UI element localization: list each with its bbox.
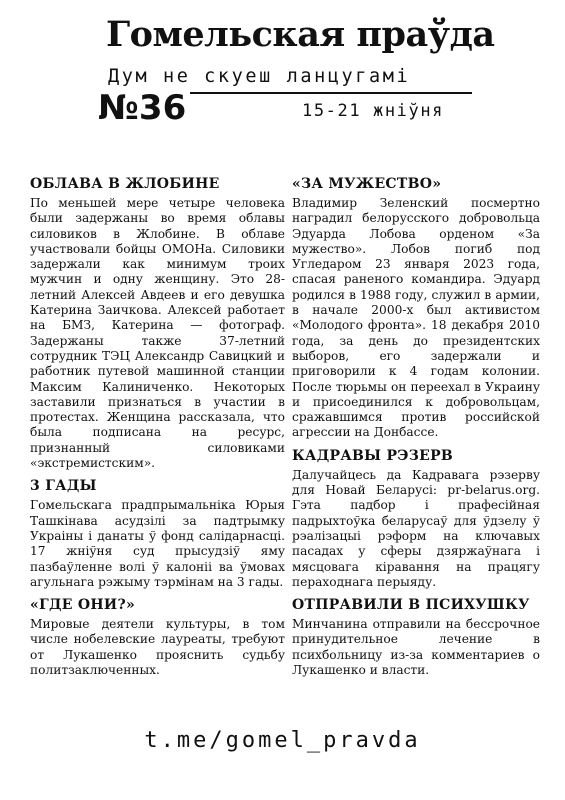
article-for-courage bbox=[292, 175, 540, 441]
article-body: Гомельскага прадпрымальніка Юрыя Ташкінава асудзілі за падтрымку Украіны і данаты ў фонд салідарнасці. 17 жніўня суд прысудзіў яму пазбаўленне волі ў калоніі ва ўмовах агульнага рэжыму тэрмінам на 3 гады. bbox=[30, 498, 285, 589]
article-headline: ОБЛАВА В ЖЛОБИНЕ bbox=[30, 176, 220, 192]
article-headline: «ЗА МУЖЕСТВО» bbox=[292, 176, 442, 192]
issue-dates: 15-21 жніўня bbox=[302, 101, 445, 121]
telegram-link[interactable]: t.me/gomel_pravda bbox=[144, 728, 421, 753]
newspaper-slogan: Дум не скуеш ланцугамі bbox=[108, 66, 411, 87]
article-body: По меньшей мере четыре человека были задержаны во время облавы силовиков в Жлобине. В облаве участвовали бойцы ОМОНа. Силовики задержали как минимум троих мужчин и одну женщину. Это 28-летний Алексей Авдеев и его девушка Катерина Заичкова. Алексей работает на БМЗ, Катерина — фотограф. Задержаны также 37-летний сотрудник ТЭЦ Александр Савицкий и работник путевой машинной станции Максим Калиниченко. Некоторых заставили признаться в участии в протестах. Женщина рассказала, что была подписана на ресурс, признанный силовиками «экстремистским». bbox=[30, 196, 285, 471]
article-body: Мировые деятели культуры, в том числе нобелевские лауреаты, требуют от Лукашенко прояснить судьбу политзаключенных. bbox=[30, 617, 285, 678]
article-headline: «ГДЕ ОНИ?» bbox=[30, 597, 136, 614]
article-psychiatric-hospital bbox=[292, 596, 540, 678]
article-personnel-reserve bbox=[292, 447, 540, 590]
article-where-are-they bbox=[30, 596, 285, 678]
article-zhlobin-raid bbox=[30, 175, 285, 471]
article-headline: КАДРАВЫ РЭЗЕРВ bbox=[292, 447, 454, 464]
article-body: Далучайцесь да Кадравага рэзерву для Новай Беларусі: pr-belarus.org. Гэта падбор і прафесійная падрыхтоўка беларусаў для ўдзелу ў рэалізацыі рэформ на ключавых пасадах у сферы дзяржаўнага і мясцовага кіравання на працягу пераходнага перыяду. bbox=[292, 467, 540, 589]
article-headline: 3 ГАДЫ bbox=[30, 478, 97, 495]
article-body: Владимир Зеленский посмертно наградил белорусского добровольца Эдуарда Лобова орденом «За мужество». Лобов погиб под Угледаром 23 января 2023 года, спасая раненого командира. Эдуард родился в 1988 году, служил в армии, в начале 2000-х был активистом «Молодого фронта». 18 декабря 2010 года, за день до президентских выборов, его задержали и приговорили к 4 годам колонии. После тюрьмы он переехал в Украину и присоединился к добровольцам, сражавшимся против российской агрессии на Донбассе. bbox=[292, 196, 540, 440]
newspaper-title: Гомельская праўда bbox=[106, 14, 495, 55]
article-headline: ОТПРАВИЛИ В ПСИХУШКУ bbox=[292, 597, 530, 614]
masthead bbox=[0, 0, 565, 140]
article-3-years bbox=[30, 477, 285, 590]
right-column bbox=[292, 175, 540, 684]
issue-number: №36 bbox=[98, 88, 187, 128]
masthead-divider bbox=[190, 92, 472, 94]
article-body: Минчанина отправили на бессрочное принудительное лечение в психбольницу из-за комментариев о Лукашенко и власти. bbox=[292, 617, 540, 678]
left-column bbox=[30, 175, 285, 684]
